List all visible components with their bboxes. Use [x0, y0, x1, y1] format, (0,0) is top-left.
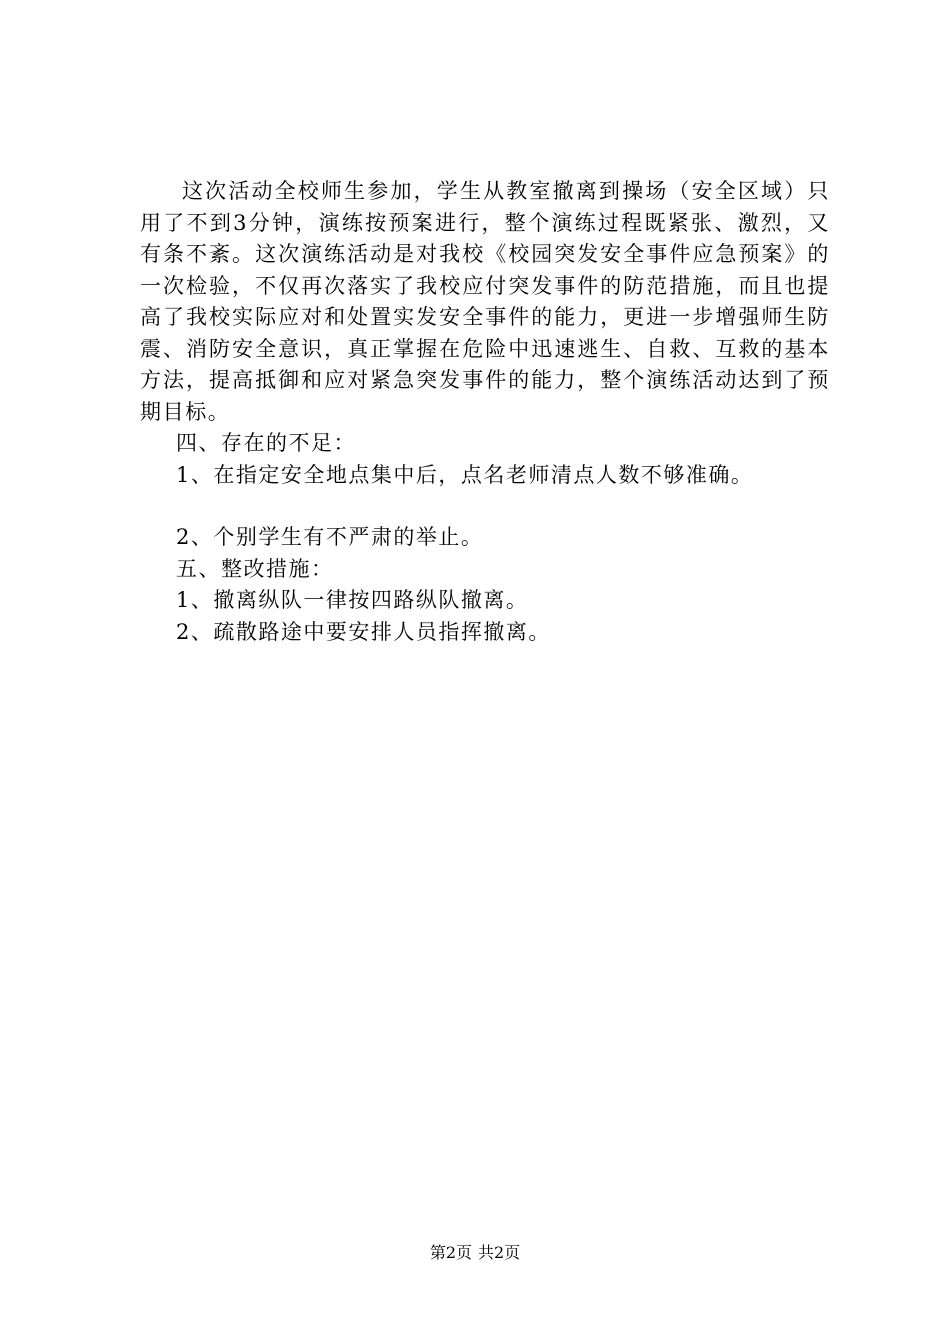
shortcoming-item-2: 2、个别学生有不严肃的举止。: [176, 525, 484, 549]
section-heading-measures: 五、整改措施：: [176, 556, 334, 581]
blank-line: [140, 491, 830, 522]
section-heading-shortcomings: 四、存在的不足：: [176, 431, 356, 455]
page-number-current: 第2页: [429, 1243, 472, 1262]
paragraph-drill-summary: 这次活动全校师生参加，学生从教室撤离到操场（安全区域）只用了不到3分钟，演练按预案进行，整个演练过程既紧张、激烈，又有条不紊。这次演练活动是对我校《校园突发安全事件应急预案》的一次检验，不仅再次落实了我校应付突发事件的防范措施，而且也提高了我校实际应对和处置实发安全事件的能力，更进一步增强师生防震、消防安全意识，真正掌握在危险中迅速逃生、自救、互救的基本方法，提高抵御和应对紧急突发事件的能力，整个演练活动达到了预期目标。: [140, 179, 830, 424]
page-number-total: 共2页: [478, 1243, 521, 1262]
shortcoming-item-1: 1、在指定安全地点集中后，点名老师清点人数不够准确。: [176, 462, 754, 487]
measure-item-2: 2、疏散路途中要安排人员指挥撤离。: [176, 619, 551, 644]
measure-item-1: 1、撤离纵队一律按四路纵队撤离。: [176, 588, 529, 612]
page-footer: [0, 1243, 950, 1263]
document-body: [140, 176, 830, 648]
